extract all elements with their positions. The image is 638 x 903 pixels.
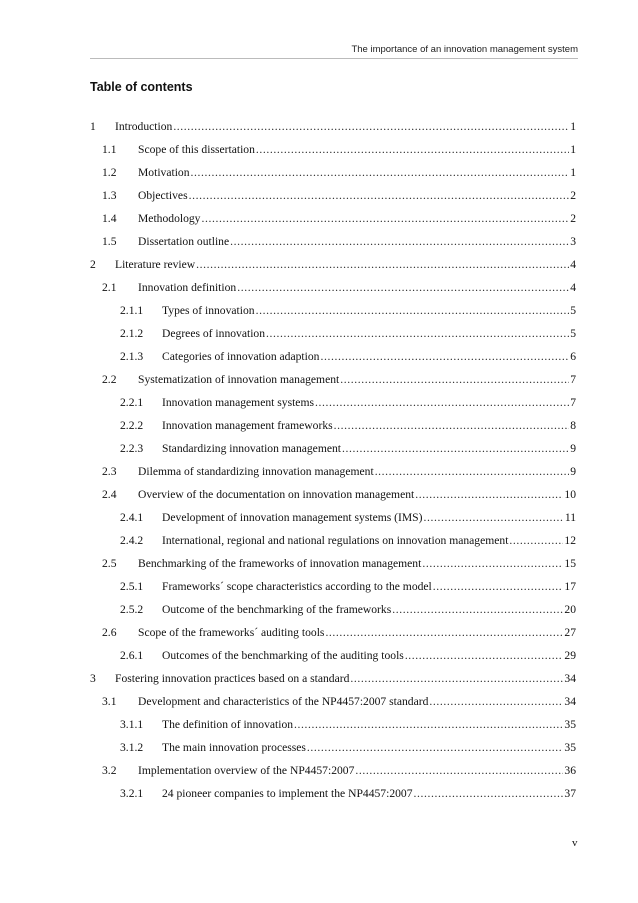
toc-entry[interactable]: [90, 373, 576, 396]
header-rule: [90, 58, 578, 59]
toc-entry-number: 1.5: [102, 235, 117, 248]
toc-dot-leader: [307, 741, 563, 754]
toc-entry[interactable]: [90, 603, 576, 626]
toc-dot-leader: [334, 419, 570, 432]
toc-entry-title: Scope of the frameworks´ auditing tools: [138, 626, 325, 639]
toc-dot-leader: [355, 764, 563, 777]
toc-entry-page: 8: [570, 419, 576, 432]
toc-entry-number: 2.3: [102, 465, 117, 478]
toc-entry[interactable]: [90, 672, 576, 695]
toc-entry[interactable]: [90, 258, 576, 281]
toc-entry-number: 2.1.2: [120, 327, 144, 340]
toc-entry-number: 3.1.1: [120, 718, 144, 731]
toc-entry[interactable]: [90, 212, 576, 235]
toc-dot-leader: [422, 557, 563, 570]
toc-entry-number: 2.1.1: [120, 304, 144, 317]
toc-entry[interactable]: [90, 626, 576, 649]
toc-dot-leader: [392, 603, 563, 616]
toc-entry-title: Overview of the documentation on innovation management: [138, 488, 415, 501]
toc-entry-title: Types of innovation: [162, 304, 255, 317]
toc-entry-number: 2.5.1: [120, 580, 144, 593]
toc-entry-title: Objectives: [138, 189, 188, 202]
toc-entry-title: Innovation management frameworks: [162, 419, 333, 432]
toc-entry-page: 4: [570, 281, 576, 294]
toc-entry-page: 7: [570, 373, 576, 386]
toc-entry[interactable]: [90, 718, 576, 741]
toc-entry-number: 3.2.1: [120, 787, 144, 800]
toc-entry[interactable]: [90, 350, 576, 373]
toc-entry-page: 1: [570, 143, 576, 156]
toc-entry[interactable]: [90, 695, 576, 718]
toc-dot-leader: [415, 488, 563, 501]
toc-dot-leader: [414, 787, 564, 800]
toc-entry-title: Development and characteristics of the NP4457:2007 standard: [138, 695, 429, 708]
toc-entry-number: 1.4: [102, 212, 117, 225]
toc-entry-title: Dissertation outline: [138, 235, 230, 248]
toc-entry-page: 35: [564, 718, 576, 731]
toc-entry[interactable]: [90, 465, 576, 488]
toc-entry-title: Innovation management systems: [162, 396, 314, 409]
toc-entry-page: 35: [564, 741, 576, 754]
toc-entry-number: 1.2: [102, 166, 117, 179]
toc-entry[interactable]: [90, 166, 576, 189]
toc-entry-number: 2.4.2: [120, 534, 144, 547]
toc-entry-page: 6: [570, 350, 576, 363]
toc-entry-page: 7: [570, 396, 576, 409]
toc-dot-leader: [230, 235, 569, 248]
toc-entry-title: Standardizing innovation management: [162, 442, 342, 455]
toc-entry-title: Degrees of innovation: [162, 327, 266, 340]
toc-dot-leader: [325, 626, 563, 639]
toc-entry-number: 2.4.1: [120, 511, 144, 524]
toc-entry-title: Implementation overview of the NP4457:2007: [138, 764, 355, 777]
toc-entry[interactable]: [90, 327, 576, 350]
toc-entry[interactable]: [90, 235, 576, 258]
toc-dot-leader: [429, 695, 563, 708]
toc-entry-page: 1: [570, 120, 576, 133]
toc-entry-title: Introduction: [115, 120, 173, 133]
toc-entry[interactable]: [90, 741, 576, 764]
toc-dot-leader: [340, 373, 569, 386]
toc-dot-leader: [196, 258, 569, 271]
toc-entry-number: 1.1: [102, 143, 117, 156]
toc-dot-leader: [256, 304, 570, 317]
toc-entry-title: Scope of this dissertation: [138, 143, 255, 156]
toc-entry-page: 9: [570, 465, 576, 478]
toc-entry-page: 27: [564, 626, 576, 639]
toc-entry[interactable]: [90, 764, 576, 787]
toc-dot-leader: [342, 442, 569, 455]
toc-entry-number: 2.6.1: [120, 649, 144, 662]
toc-dot-leader: [256, 143, 569, 156]
toc-entry-title: Systematization of innovation management: [138, 373, 340, 386]
toc-dot-leader: [509, 534, 563, 547]
toc-entry-number: 2.5: [102, 557, 117, 570]
toc-entry-page: 37: [564, 787, 576, 800]
toc-dot-leader: [315, 396, 569, 409]
toc-entry-page: 34: [564, 695, 576, 708]
toc-entry-page: 36: [564, 764, 576, 777]
toc-entry-title: Methodology: [138, 212, 201, 225]
toc-entry-number: 2.5.2: [120, 603, 144, 616]
toc-entry-number: 1.3: [102, 189, 117, 202]
toc-entry-title: Development of innovation management systems (IMS): [162, 511, 423, 524]
toc-entry-number: 2.2: [102, 373, 117, 386]
toc-entry-title: Categories of innovation adaption: [162, 350, 320, 363]
toc-entry-page: 11: [564, 511, 576, 524]
toc-entry-page: 12: [564, 534, 576, 547]
table-of-contents: [90, 120, 576, 810]
toc-dot-leader: [294, 718, 563, 731]
toc-dot-leader: [191, 166, 570, 179]
toc-entry[interactable]: [90, 281, 576, 304]
toc-dot-leader: [424, 511, 564, 524]
toc-entry-title: Literature review: [115, 258, 196, 271]
toc-entry-title: 24 pioneer companies to implement the NP4457:2007: [162, 787, 413, 800]
toc-entry-page: 2: [570, 212, 576, 225]
toc-entry[interactable]: [90, 787, 576, 810]
toc-entry-page: 1: [570, 166, 576, 179]
toc-entry-number: 3.2: [102, 764, 117, 777]
toc-entry-title: International, regional and national regulations on innovation management: [162, 534, 509, 547]
toc-entry[interactable]: [90, 419, 576, 442]
toc-entry-page: 5: [570, 327, 576, 340]
toc-entry-number: 2.2.1: [120, 396, 144, 409]
toc-entry-number: 2: [90, 258, 96, 271]
toc-entry[interactable]: [90, 511, 576, 534]
toc-entry-page: 5: [570, 304, 576, 317]
toc-dot-leader: [266, 327, 569, 340]
toc-entry-page: 10: [564, 488, 576, 501]
toc-entry-title: Dilemma of standardizing innovation management: [138, 465, 374, 478]
toc-entry-number: 3: [90, 672, 96, 685]
toc-entry-title: Benchmarking of the frameworks of innovation management: [138, 557, 422, 570]
toc-entry[interactable]: [90, 580, 576, 603]
toc-entry-number: 2.2.3: [120, 442, 144, 455]
toc-entry[interactable]: [90, 557, 576, 580]
toc-dot-leader: [201, 212, 569, 225]
toc-dot-leader: [405, 649, 564, 662]
toc-entry-title: Outcome of the benchmarking of the frameworks: [162, 603, 392, 616]
toc-title: Table of contents: [90, 80, 193, 94]
toc-entry-title: Fostering innovation practices based on a standard: [115, 672, 350, 685]
toc-entry-page: 34: [564, 672, 576, 685]
toc-entry[interactable]: [90, 189, 576, 212]
toc-entry-number: 3.1.2: [120, 741, 144, 754]
toc-dot-leader: [375, 465, 570, 478]
toc-dot-leader: [189, 189, 570, 202]
toc-entry-number: 2.1: [102, 281, 117, 294]
toc-entry-title: Outcomes of the benchmarking of the auditing tools: [162, 649, 404, 662]
toc-entry[interactable]: [90, 649, 576, 672]
running-header: The importance of an innovation management system: [351, 44, 578, 55]
toc-entry-number: 1: [90, 120, 96, 133]
toc-entry-page: 29: [564, 649, 576, 662]
toc-entry-page: 3: [570, 235, 576, 248]
toc-entry-page: 9: [570, 442, 576, 455]
toc-entry[interactable]: [90, 304, 576, 327]
toc-entry-title: Innovation definition: [138, 281, 237, 294]
toc-entry-title: Frameworks´ scope characteristics according to the model: [162, 580, 432, 593]
toc-entry-page: 2: [570, 189, 576, 202]
toc-entry[interactable]: [90, 396, 576, 419]
toc-entry[interactable]: [90, 120, 576, 143]
toc-entry-number: 2.4: [102, 488, 117, 501]
page-number: v: [572, 837, 578, 849]
toc-entry-title: Motivation: [138, 166, 190, 179]
toc-entry-page: 20: [564, 603, 576, 616]
toc-entry-page: 17: [564, 580, 576, 593]
toc-dot-leader: [350, 672, 563, 685]
toc-entry-number: 2.6: [102, 626, 117, 639]
toc-entry-number: 2.1.3: [120, 350, 144, 363]
toc-entry[interactable]: [90, 488, 576, 511]
toc-entry-title: The definition of innovation: [162, 718, 294, 731]
toc-entry-title: The main innovation processes: [162, 741, 306, 754]
toc-entry-number: 2.2.2: [120, 419, 144, 432]
toc-dot-leader: [320, 350, 569, 363]
toc-dot-leader: [433, 580, 564, 593]
toc-dot-leader: [237, 281, 569, 294]
toc-entry[interactable]: [90, 534, 576, 557]
toc-entry-page: 4: [570, 258, 576, 271]
toc-entry[interactable]: [90, 442, 576, 465]
toc-entry-page: 15: [564, 557, 576, 570]
toc-entry[interactable]: [90, 143, 576, 166]
toc-dot-leader: [173, 120, 569, 133]
toc-entry-number: 3.1: [102, 695, 117, 708]
